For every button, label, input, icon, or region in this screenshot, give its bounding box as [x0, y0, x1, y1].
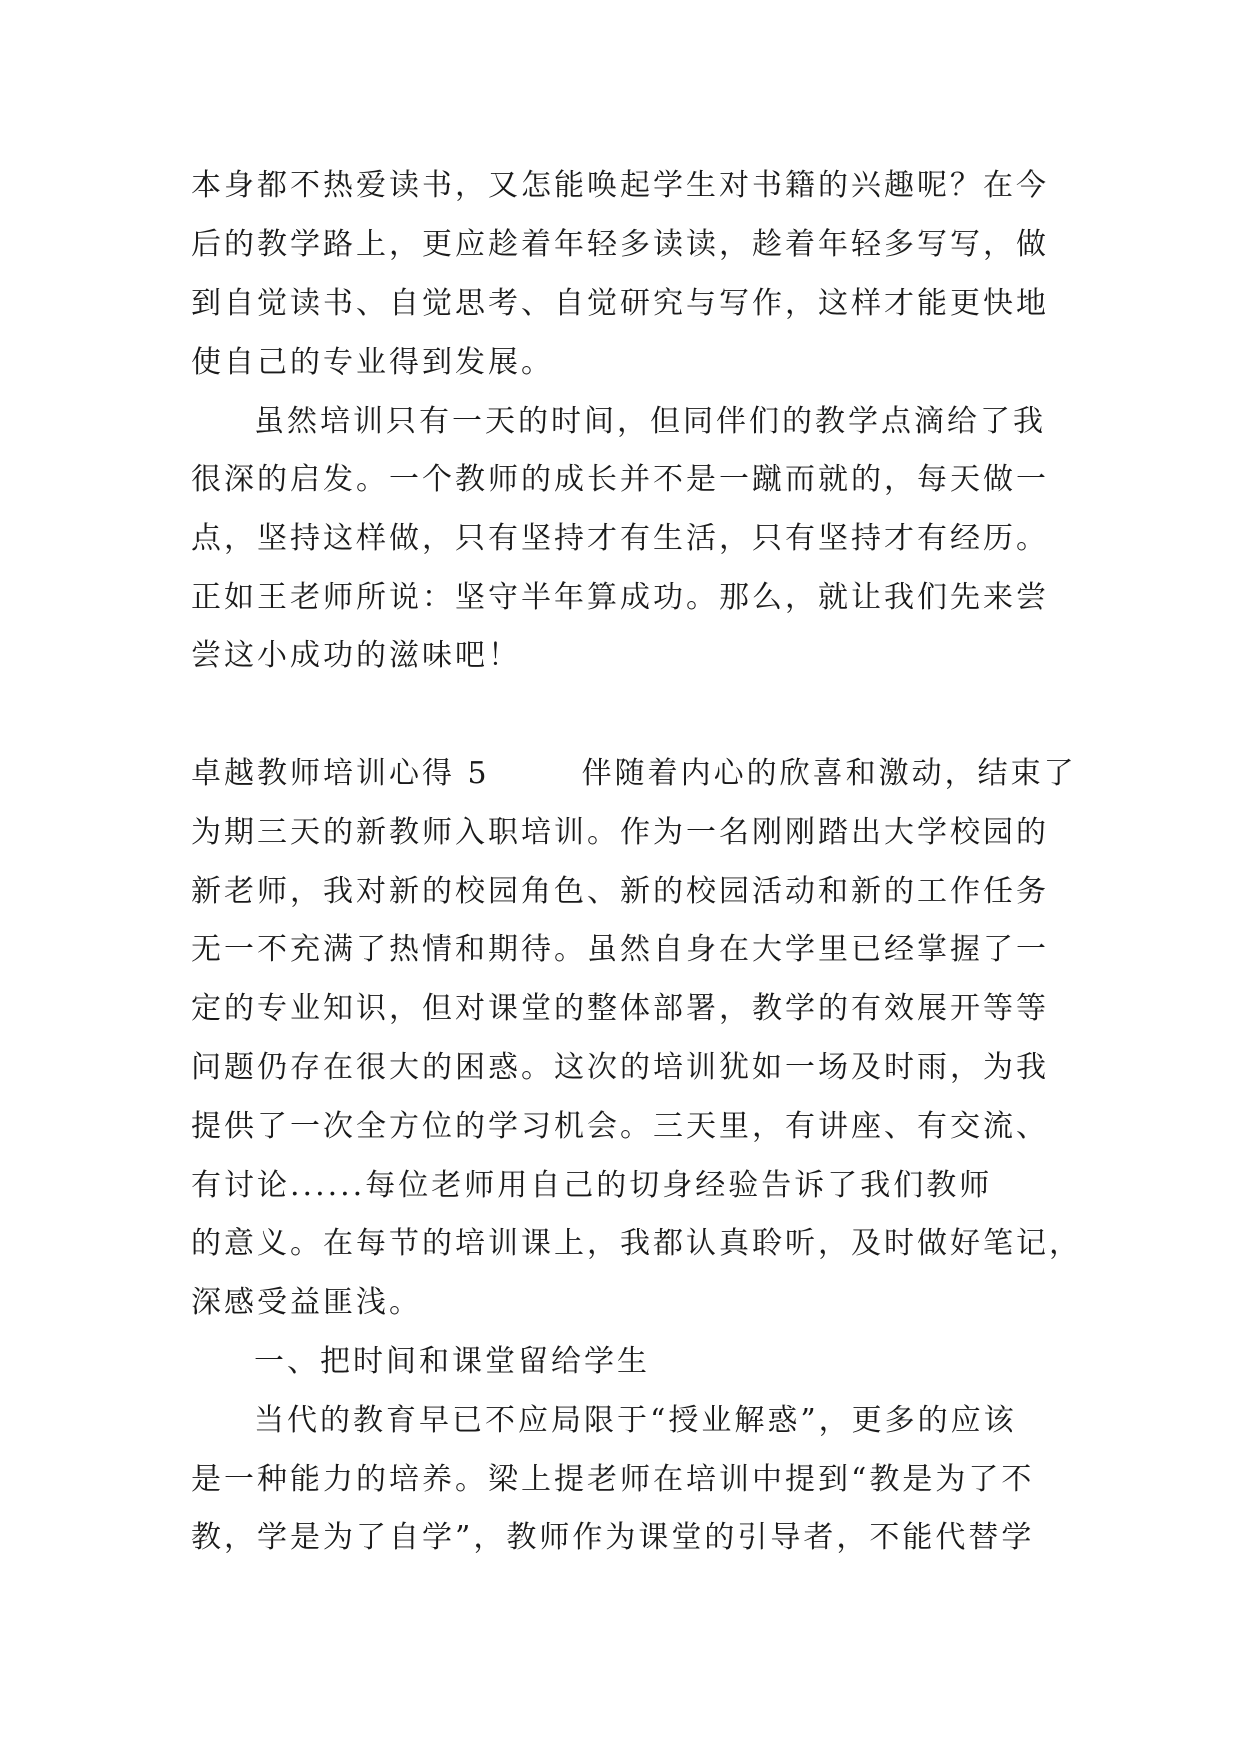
paragraph-line: 正如王老师所说：坚守半年算成功。那么，就让我们先来尝 — [191, 580, 1049, 615]
paragraph-line: 本身都不热爱读书，又怎能唤起学生对书籍的兴趣呢？在今 — [191, 168, 1049, 203]
paragraph-line: 使自己的专业得到发展。 — [191, 345, 554, 380]
paragraph-line: 教，学是为了自学”，教师作为课堂的引导者，不能代替学 — [191, 1520, 1035, 1555]
paragraph-line: 很深的启发。一个教师的成长并不是一蹴而就的，每天做一 — [191, 462, 1049, 497]
section-heading-line — [191, 754, 1077, 794]
paragraph-line: 到自觉读书、自觉思考、自觉研究与写作，这样才能更快地 — [191, 286, 1049, 321]
paragraph-line: 无一不充满了热情和期待。虽然自身在大学里已经掌握了一 — [191, 932, 1049, 967]
paragraph-line: 定的专业知识，但对课堂的整体部署，教学的有效展开等等 — [191, 991, 1049, 1026]
paragraph-line: 尝这小成功的滋味吧！ — [191, 638, 521, 673]
paragraph-line: 虽然培训只有一天的时间，但同伴们的教学点滴给了我 — [254, 404, 1046, 439]
paragraph-line: 提供了一次全方位的学习机会。三天里，有讲座、有交流、 — [191, 1109, 1049, 1144]
paragraph-line: 有讨论......每位老师用自己的切身经验告诉了我们教师 — [191, 1168, 993, 1203]
section-first-line: 伴随着内心的欣喜和激动，结束了 — [581, 756, 1077, 791]
paragraph-line: 是一种能力的培养。梁上提老师在培训中提到“教是为了不 — [191, 1462, 1035, 1497]
paragraph-line: 问题仍存在很大的困惑。这次的培训犹如一场及时雨，为我 — [191, 1050, 1049, 1085]
paragraph-line: 后的教学路上，更应趁着年轻多读读，趁着年轻多写写，做 — [191, 227, 1049, 262]
paragraph-line: 深感受益匪浅。 — [191, 1285, 422, 1320]
paragraph-line: 当代的教育早已不应局限于“授业解惑”，更多的应该 — [254, 1403, 1017, 1438]
subheading: 一、把时间和课堂留给学生 — [254, 1344, 650, 1379]
paragraph-line: 点，坚持这样做，只有坚持才有生活，只有坚持才有经历。 — [191, 521, 1049, 556]
section-title: 卓越教师培训心得 5 — [191, 756, 490, 791]
paragraph-line: 为期三天的新教师入职培训。作为一名刚刚踏出大学校园的 — [191, 815, 1049, 850]
paragraph-line: 新老师，我对新的校园角色、新的校园活动和新的工作任务 — [191, 874, 1049, 909]
paragraph-line: 的意义。在每节的培训课上，我都认真聆听，及时做好笔记， — [191, 1226, 1082, 1261]
